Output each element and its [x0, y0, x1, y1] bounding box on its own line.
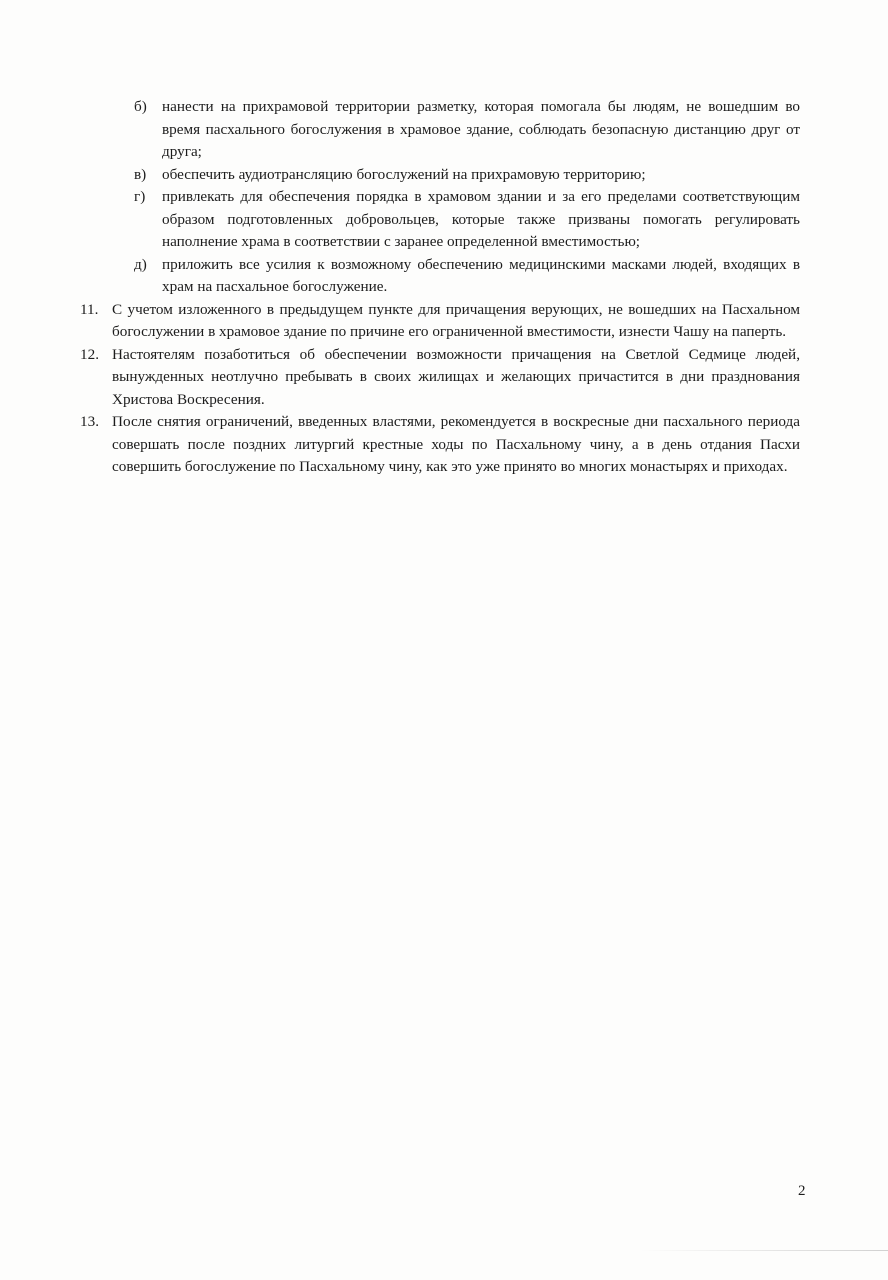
sub-item-text: обеспечить аудиотрансляцию богослужений на прихрамовую территорию; [162, 165, 646, 183]
page-number: 2 [798, 1183, 806, 1199]
numbered-item-11 [80, 299, 800, 344]
sub-item-marker: д) [134, 255, 147, 273]
sub-item-text: приложить все усилия к возможному обеспечению медицинскими масками людей, входящих в храм на пасхальное богослужение. [162, 255, 800, 295]
sub-item-v [134, 164, 800, 187]
numbered-item-13 [80, 411, 800, 479]
numbered-item-text: С учетом изложенного в предыдущем пункте для причащения верующих, не вошедших на Пасхальном богослужении в храмовое здание по причине его ограниченной вместимости, изнести Чашу на паперть. [112, 300, 800, 340]
sub-item-marker: г) [134, 188, 146, 205]
sub-item-marker: б) [134, 98, 147, 115]
numbered-item-text: Настоятелям позаботиться об обеспечении возможности причащения на Светлой Седмице людей, вынужденных неотлучно пребывать в своих жилищах и желающих причастится в дни празднования Христова Воскресения. [112, 345, 800, 408]
sub-item-b [134, 96, 800, 164]
sub-item-marker: в) [134, 165, 147, 183]
sub-item-d [134, 254, 800, 299]
document-body [80, 96, 800, 479]
numbered-item-number: 11. [80, 300, 99, 318]
sub-item-g [134, 186, 800, 254]
numbered-item-12 [80, 344, 800, 412]
numbered-item-number: 13. [80, 413, 99, 430]
sub-item-text: нанести на прихрамовой территории разметку, которая помогала бы людям, не вошедшим во время пасхального богослужения в храмовое здание, соблюдать безопасную дистанцию друг от друга; [162, 98, 800, 160]
sub-item-text: привлекать для обеспечения порядка в храмовом здании и за его пределами соответствующим образом подготовленных добровольцев, которые также призваны помогать регулировать наполнение храма в соответствии с заранее определенной вместимостью; [162, 188, 800, 250]
numbered-item-text: После снятия ограничений, введенных властями, рекомендуется в воскресные дни пасхального периода совершать после поздних литургий крестные ходы по Пасхальному чину, а в день отдания Пасхи совершить богослужение по Пасхальному чину, как это уже принято во многих монастырях и приходах. [112, 413, 800, 475]
scan-edge-line [640, 1250, 888, 1251]
numbered-item-number: 12. [80, 345, 99, 363]
